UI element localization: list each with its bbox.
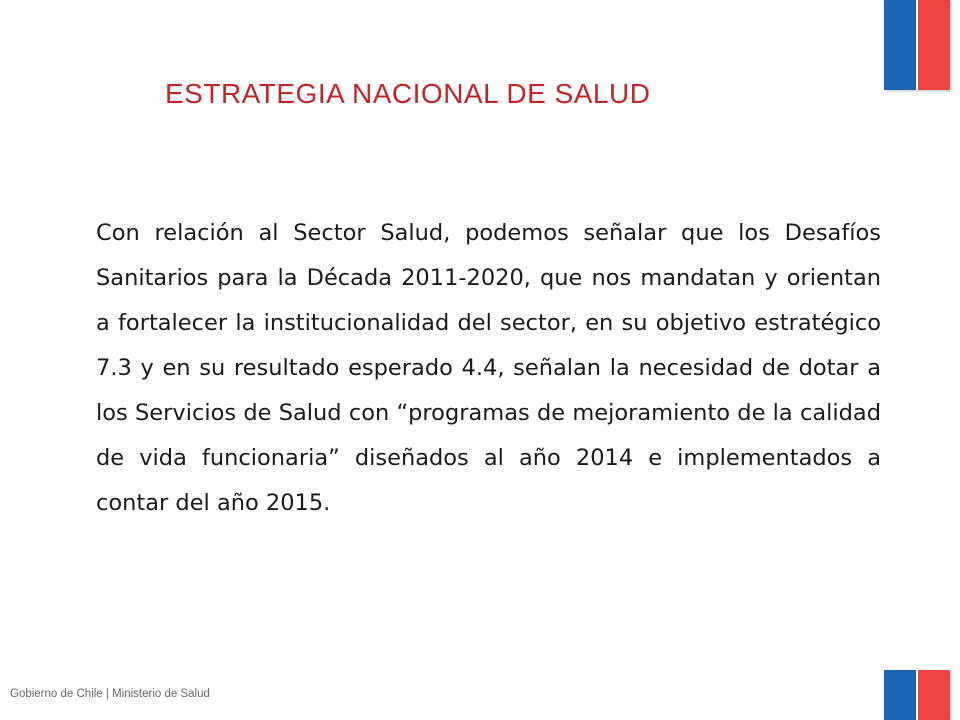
flag-blue-stripe — [884, 670, 916, 720]
flag-blue-stripe — [884, 0, 916, 90]
footer-text: Gobierno de Chile | Ministerio de Salud — [10, 688, 210, 700]
flag-red-stripe — [918, 0, 950, 90]
flag-logo-bottom — [884, 670, 950, 720]
slide-body-text: Con relación al Sector Salud, podemos señalar que los Desafíos Sanitarios para la Década 2011-2020, que nos mandatan y orientan a fortalecer la institucionalidad del sector, en su objetivo estratégico 7.3 y en su resultado esperado 4.4, señalan la necesidad de dotar a los Servicios de Salud con “programas de mejoramiento de la calidad de vida funcionaria” diseñados al año 2014 e implementados a contar del año 2015. — [96, 220, 881, 516]
flag-logo-top — [884, 0, 950, 90]
slide-title: ESTRATEGIA NACIONAL DE SALUD — [165, 78, 651, 109]
flag-red-stripe — [918, 670, 950, 720]
